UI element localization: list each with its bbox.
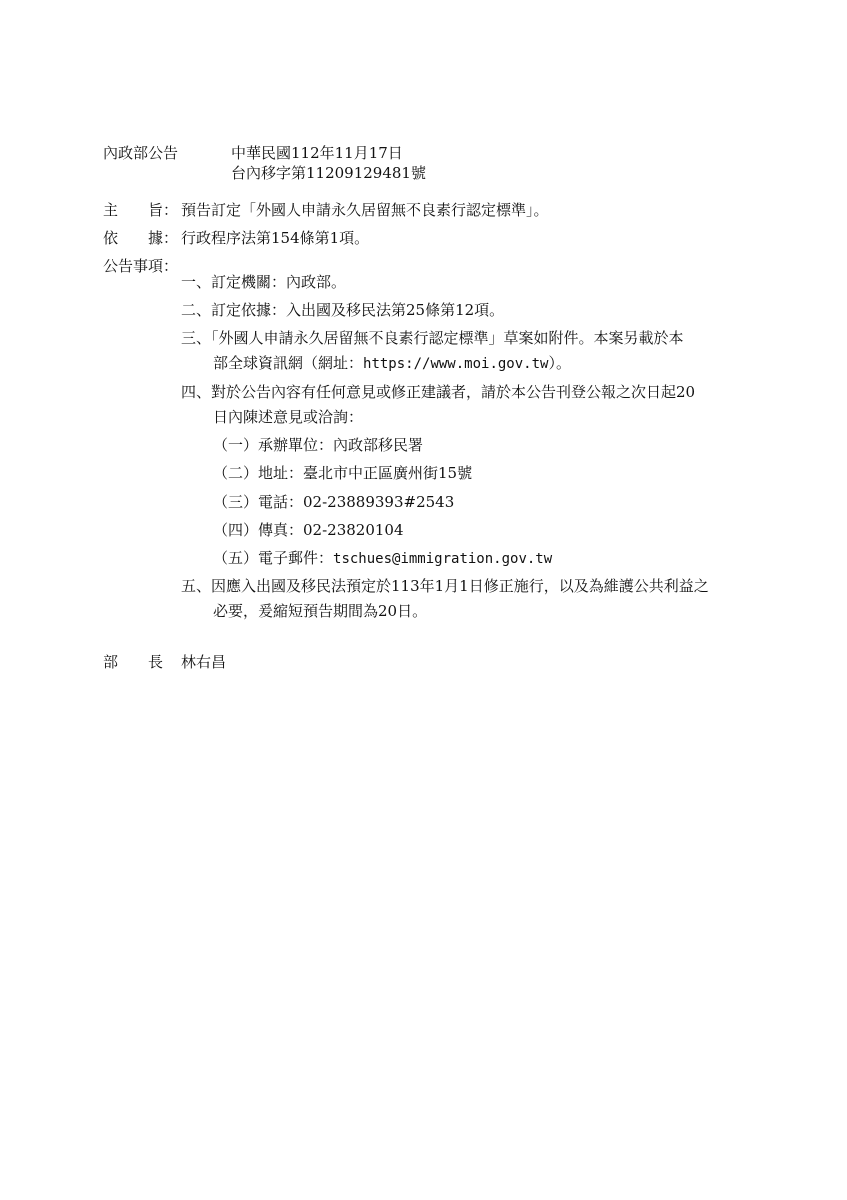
notice-item-3-line-1: 三、「外國人申請永久居留無不良素行認定標準」草案如附件。本案另載於本 (181, 329, 684, 347)
issuer-label: 內政部公告 (103, 144, 179, 162)
notice-item-1: 一、訂定機關：內政部。 (181, 273, 347, 291)
item-3-suffix: ）。 (548, 354, 571, 372)
notice-item-5-line-2: 必要，爰縮短預告期間為20日。 (213, 602, 428, 620)
website-url: https://www.moi.gov.tw (363, 356, 549, 372)
notice-label: 公告事項： (103, 257, 179, 275)
contact-fax: （四）傳真：02-23820104 (213, 521, 404, 539)
subject-label: 主 旨： (103, 201, 179, 219)
signature-title: 部 長 (103, 653, 164, 671)
basis-label: 依 據： (103, 229, 179, 247)
email-address: tschues@immigration.gov.tw (333, 551, 553, 567)
item-3-prefix: 部全球資訊網（網址： (213, 354, 364, 372)
notice-item-2: 二、訂定依據：入出國及移民法第25條第12項。 (181, 301, 505, 319)
subject-text: 預告訂定「外國人申請永久居留無不良素行認定標準」。 (181, 201, 549, 219)
contact-address: （二）地址：臺北市中正區廣州街15號 (213, 464, 473, 482)
notice-item-4-line-2: 日內陳述意見或洽詢： (213, 408, 364, 426)
notice-item-3-line-2 (213, 352, 571, 375)
contact-unit: （一）承辦單位：內政部移民署 (213, 436, 424, 454)
basis-text: 行政程序法第154條第1項。 (181, 229, 370, 247)
document-number: 台內移字第11209129481號 (231, 164, 426, 182)
notice-item-5-line-1: 五、因應入出國及移民法預定於113年1月1日修正施行，以及為維護公共利益之 (181, 577, 709, 595)
announcement-date: 中華民國112年11月17日 (231, 144, 403, 162)
notice-item-4-line-1: 四、對於公告內容有任何意見或修正建議者，請於本公告刊登公報之次日起20 (181, 383, 696, 401)
signature-name: 林右昌 (181, 653, 227, 671)
contact-phone: （三）電話：02-23889393#2543 (213, 493, 455, 511)
email-label: （五）電子郵件： (213, 549, 334, 567)
contact-email (213, 547, 552, 570)
